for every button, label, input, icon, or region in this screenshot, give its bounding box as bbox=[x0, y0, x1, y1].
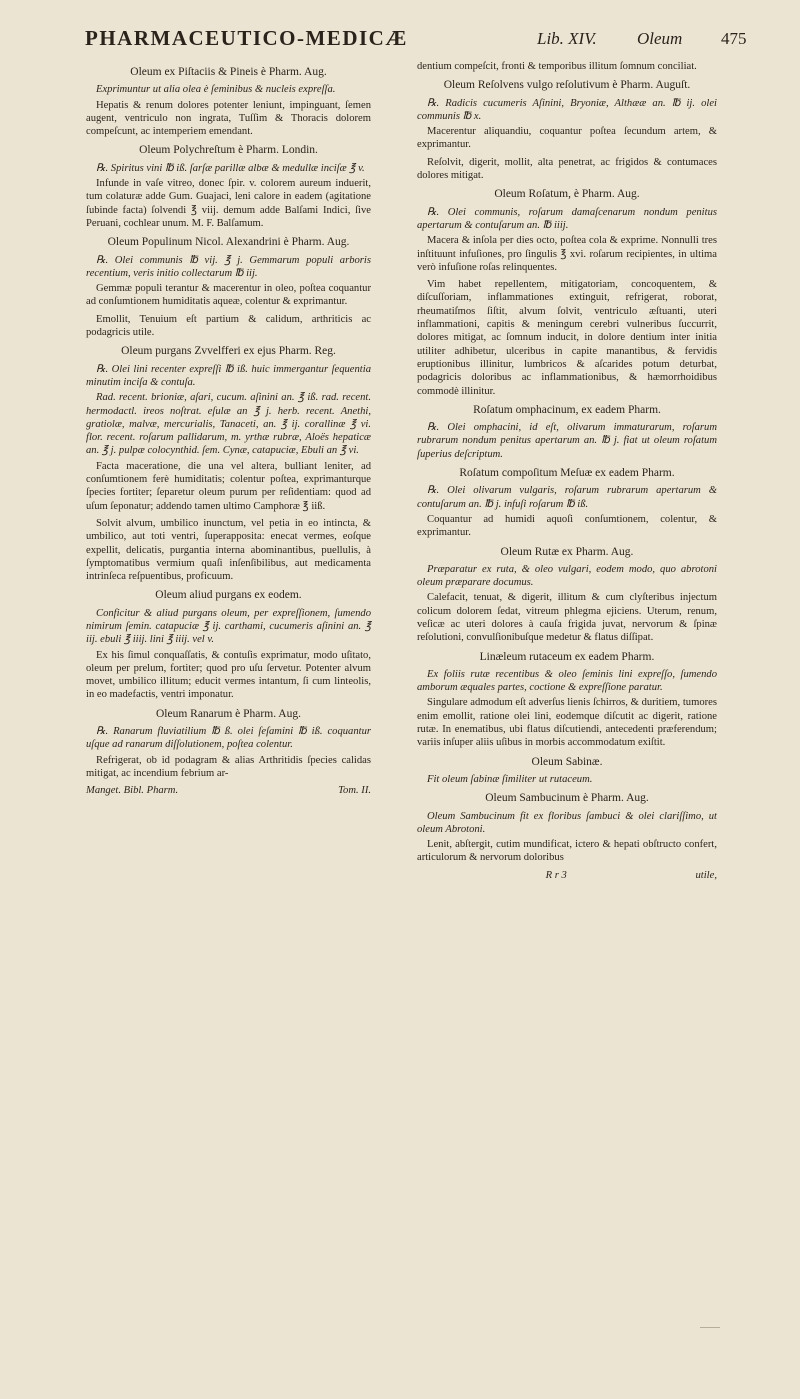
entry-heading: Oleum Populinum Nicol. Alexandrini è Pharm. Aug. bbox=[107, 236, 350, 249]
entry-heading: Oleum ex Piſtaciis & Pineis è Pharm. Aug. bbox=[130, 66, 327, 78]
body-paragraph: Solvit alvum, umbilico inunctum, vel petia in eo intincta, & umbilico, aut toti ventri, ſuperapposita: enecat vermes, eoſque expellit, delicatis, purgantia interna abominantibus, puellulis, à ſymptomatibus vermium quaſi inſenſibilibus, aut medicamenta intrinſeca reſpuentibus, proficuum. bbox=[86, 517, 371, 583]
body-paragraph: Emollit, Tenuium eſt partium & calidum, arthriticis ac podagricis utile. bbox=[86, 313, 371, 339]
body-paragraph: Reſolvit, digerit, mollit, alta penetrat, ac frigidos & contumaces dolores mitigat. bbox=[417, 156, 717, 182]
body-paragraph: Ex his ſimul conquaſſatis, & contuſis exprimatur, modo uſitato, oleum per prelum, fortiter; quod pro uſu ſervetur. Potenter alvum movet, umbilico illitum; educit vermes intantum, ſi cum linteolis, in eo madefactis, ventri imponatur. bbox=[86, 649, 371, 701]
right-footer bbox=[417, 869, 717, 882]
body-paragraph: Facta maceratione, die una vel altera, bulliant leniter, ad conſumtionem ferè humiditatis; colentur poſtea, exprimanturque ſpecies fortiter; ſeparetur oleum purum per reſidentiam: quod ad uſum ſeponatur; addendo tamen ultimo Camphoræ ℥ iiß. bbox=[86, 460, 371, 512]
entry-heading: Oleum Rutæ ex Pharm. Aug. bbox=[500, 545, 634, 558]
volume-label: Tom. II. bbox=[338, 785, 371, 797]
recipe-text: ℞. Radicis cucumeris Aſinini, Bryoniæ, Althææ an. ℔ ij. olei communis ℔ x. bbox=[417, 97, 717, 122]
catchword-right: utile, bbox=[695, 869, 717, 881]
recipe-text: ℞. Olei communis ℔ vij. ℥ j. Gemmarum populi arboris recentium, veris initio collectarum ℔ iij. bbox=[86, 254, 371, 279]
running-head-section: Oleum bbox=[637, 29, 683, 48]
body-paragraph: Coquantur ad humidi aquoſi conſumtionem, colentur, & exprimantur. bbox=[417, 513, 717, 539]
entry-heading: Oleum Sabinæ. bbox=[531, 755, 603, 768]
catchword-left: Manget. Bibl. Pharm. bbox=[86, 785, 179, 797]
body-paragraph: Refrigerat, ob id podagram & alias Arthritidis ſpecies calidas mitigat, ac incendium febrium ar- bbox=[86, 754, 371, 779]
body-paragraph: Lenit, abſtergit, cutim mundificat, ictero & hepati obſtructo confert, articulorum & nervorum doloribus bbox=[417, 839, 717, 864]
entry-heading: Oleum Reſolvens vulgo reſolutivum è Pharm. Auguſt. bbox=[443, 79, 691, 92]
left-column bbox=[86, 60, 371, 798]
page-number: 475 bbox=[721, 29, 747, 48]
recipe-text: ℞. Spiritus vini ℔ iß. ſarſæ parillæ albæ & medullæ inciſæ ℥ v. bbox=[96, 162, 365, 174]
body-paragraph: Hepatis & renum dolores potenter leniunt, impinguant, ſemen augent, ventriculo non ingrata, Tuſſim & Thoracis dolorem compeſcunt, ac intemperiem emendant. bbox=[86, 99, 371, 138]
running-head-book: Lib. XIV. bbox=[537, 29, 597, 48]
recipe-text: ℞. Olei lini recenter expreſſi ℔ iß. huic immergantur ſequentia minutim inciſa & contuſa. bbox=[86, 363, 371, 388]
entry-heading: Roſatum omphacinum, ex eadem Pharm. bbox=[473, 403, 661, 416]
body-paragraph: Infunde in vaſe vitreo, donec ſpir. v. colorem aureum induerit, tum colaturæ adde Gum. Guajaci, leni calore in eadem (agitatione ſubinde facta) ſolvendi ℥ viij. demum adde Balſami Indici, ſive Peruani, cochlear unum. M. F. Balſamum. bbox=[86, 178, 371, 229]
body-paragraph: Calefacit, tenuat, & digerit, illitum & cum clyſteribus injectum colicum dolorem ſedat, vitreum phlegma ejiciens. Uterum, renum, veſicæ ac uteri dolores à cauſa frigida juvat, nervorum & ſpinæ reſolutioni, convulſionibuſque medetur & flatus diſſipat. bbox=[417, 592, 717, 644]
entry-heading: Oleum Roſatum, è Pharm. Aug. bbox=[494, 188, 640, 201]
entry-heading: Oleum Sambucinum è Pharm. Aug. bbox=[485, 792, 649, 805]
recipe-text: Rad. recent. brioniæ, aſari, cucum. aſinini an. ℥ iß. rad. recent. hermodactl. ireos noſtrat. eſulæ an ℥ j. herb. recent. Anethi, gratiolæ, malvæ, mercurialis, Tanaceti, an. ℥ ij. corallinæ ℥ vi. flor. recent. roſarum pallidarum, m. yrthæ rubræ, Aloës hepaticæ an. ℥ j. pulpæ colocynthid. ſem. Cynæ, catapuciæ, Ebuli an ℥ vi. bbox=[86, 392, 371, 457]
recipe-text: Ex foliis rutæ recentibus & oleo ſeminis lini expreſſo, ſumendo amborum æquales partes, coctione & expreſſione paratur. bbox=[417, 668, 717, 694]
entry-heading: Oleum purgans Zvvelfferi ex ejus Pharm. Reg. bbox=[121, 345, 336, 358]
entry-heading: Oleum aliud purgans ex eodem. bbox=[155, 589, 302, 602]
signature-mark: R r 3 bbox=[545, 869, 567, 881]
running-head bbox=[85, 26, 785, 58]
recipe-text: ℞. Olei communis, roſarum damaſcenarum nondum penitus apertarum & contuſarum an. ℔ iiij. bbox=[417, 206, 717, 231]
body-paragraph: Macera & inſola per dies octo, poſtea cola & exprime. Nonnulli tres inſtituunt infuſiones, pro ſingulis ℥ xvi. roſarum recipientes, in ultima verò infuſione roſas relinquentes. bbox=[417, 235, 717, 273]
recipe-text: Fit oleum ſabinæ ſimiliter ut rutaceum. bbox=[427, 773, 593, 785]
entry-heading: Oleum Polychreſtum è Pharm. Londin. bbox=[139, 144, 318, 157]
entry-heading: Oleum Ranarum è Pharm. Aug. bbox=[155, 707, 301, 720]
continuation-text: dentium compeſcit, fronti & temporibus illitum ſomnum conciliat. bbox=[417, 61, 697, 72]
recipe-text: Oleum Sambucinum fit ex floribus ſambuci & olei clariſſimo, ut oleum Abrotoni. bbox=[417, 810, 717, 835]
right-column bbox=[417, 60, 717, 882]
body-paragraph: Vim habet repellentem, mitigatoriam, concoquentem, & diſcuſſoriam, inflammationes extinguit, refrigerat, roborat, rheumatiſmos ſiſtit, alvum ſolvit, ventriculo æſtuanti, uteri inflammationi, capitis & meningum cerebri vulneribus ſuccurrit, dolores mitigat, ac ſomnum inducit, in dolore dentium inter initia utiliter adhibetur, ulceribus in capite manantibus, & fervidis eruptionibus illinitur, lumbricos & aſcarides potum deturbat, podagricis doloribus ac inflammationibus, & hæmorrhoidibus commodè illinitur. bbox=[417, 279, 717, 397]
recipe-text: ℞. Ranarum fluviatilium ℔ ß. olei ſeſamini ℔ iß. coquantur uſque ad ranarum diſſolutionem, poſtea colentur. bbox=[86, 726, 371, 751]
recipe-text: Conficitur & aliud purgans oleum, per expreſſionem, ſumendo nimirum ſemin. catapuciæ ℥ ij. carthami, cucumeris aſinini an. ℥ iij. ebuli ℥ iiij. lini ℥ iiij. vel v. bbox=[86, 607, 371, 646]
body-paragraph: Gemmæ populi terantur & macerentur in oleo, poſtea coquantur ad conſumtionem humiditatis aqueæ, colentur & exprimantur. bbox=[86, 283, 371, 308]
running-head-title: PHARMACEUTICO-MEDICÆ bbox=[85, 26, 408, 50]
margin-rule bbox=[700, 1327, 720, 1328]
recipe-text: ℞. Olei olivarum vulgaris, roſarum rubrarum apertarum & contuſarum an. ℔ j. infuſi roſarum ℔ iß. bbox=[417, 485, 717, 510]
recipe-text: Præparatur ex ruta, & oleo vulgari, eodem modo, quo abrotoni oleum præparare documus. bbox=[417, 563, 717, 589]
body-paragraph: Singulare admodum eſt adverſus lienis ſchirros, & duritiem, tumores enim emollit, ratione olei lini, eodemque diſcutit ac digerit, ratione rutæ. In enematibus, ubi flatus diſcutiendi, antecedenti præferendum; variis inſuper aliis uſibus in morbis accommodatum exiſtit. bbox=[417, 697, 717, 749]
entry-heading: Linæleum rutaceum ex eadem Pharm. bbox=[479, 650, 655, 663]
recipe-text: Exprimuntur ut alia olea è ſeminibus & nucleis expreſſa. bbox=[96, 84, 336, 96]
body-paragraph: Macerentur aliquandiu, coquantur poſtea ſecundum artem, & exprimantur. bbox=[417, 126, 717, 151]
entry-heading: Roſatum compoſitum Meſuæ ex eadem Pharm. bbox=[459, 467, 675, 480]
recipe-text: ℞. Olei omphacini, id eſt, olivarum immaturarum, roſarum rubrarum nondum penitus apertarum an. ℔ j. fiat ut oleum roſatum ſuperius deſcriptum. bbox=[417, 422, 717, 460]
left-footer bbox=[86, 784, 371, 797]
